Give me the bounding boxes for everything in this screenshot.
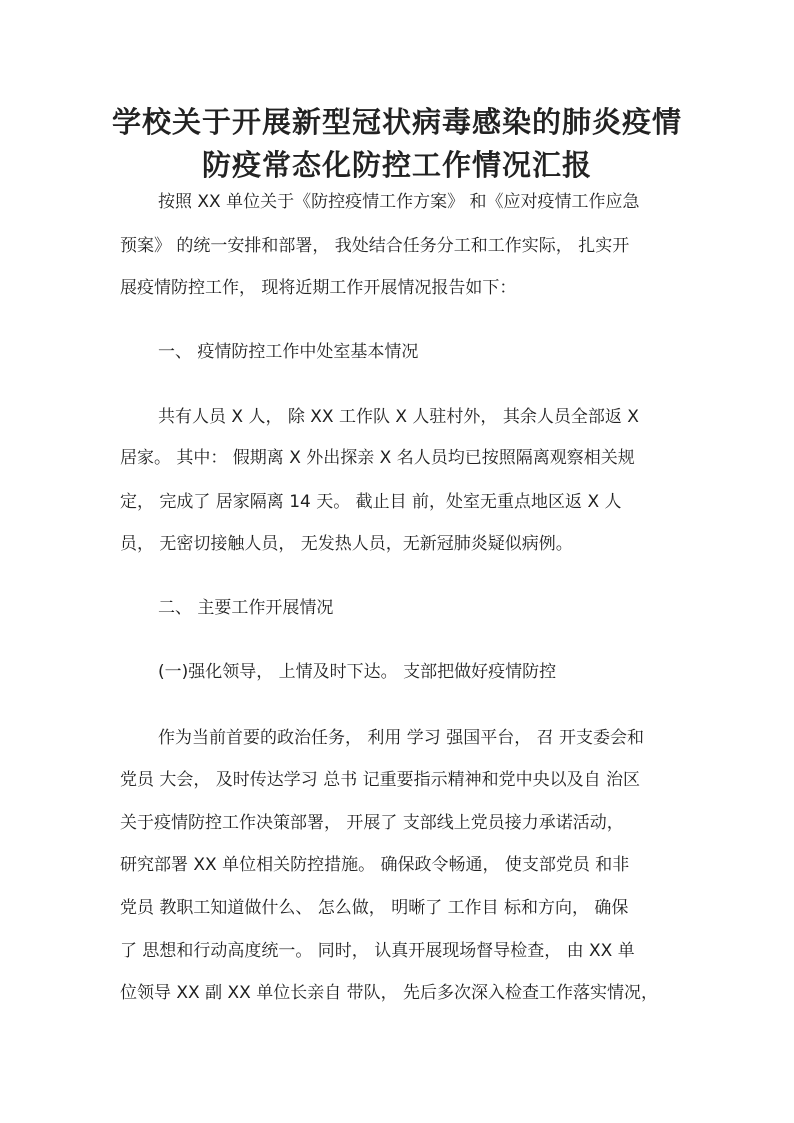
section-heading: 一、 疫情防控工作中处室基本情况 xyxy=(158,342,419,362)
subsection-heading: (一)强化领导， 上情及时下达。 支部把做好疫情防控 xyxy=(158,662,557,682)
paragraph-line: 员， 无密切接触人员， 无发热人员，无新冠肺炎疑似病例。 xyxy=(120,534,573,554)
paragraph-line: 按照 XX 单位关于《防控疫情工作方案》 和《应对疫情工作应急 xyxy=(158,192,640,212)
paragraph-line: 居家。 其中： 假期离 X 外出探亲 X 名人员均已按照隔离观察相关规 xyxy=(120,448,635,468)
paragraph-line: 展疫情防控工作， 现将近期工作开展情况报告如下： xyxy=(120,278,517,298)
paragraph-line: 作为当前首要的政治任务， 利用 学习 强国平台， 召 开支委会和 xyxy=(158,728,645,748)
paragraph-line: 了 思想和行动高度统一。 同时， 认真开展现场督导检查， 由 XX 单 xyxy=(120,941,635,961)
paragraph-line: 研究部署 XX 单位相关防控措施。 确保政令畅通， 使支部党员 和非 xyxy=(120,855,630,875)
paragraph-line: 党员 大会， 及时传达学习 总书 记重要指示精神和党中央以及自 治区 xyxy=(120,770,641,790)
paragraph-line: 位领导 XX 副 XX 单位长亲自 带队， 先后多次深入检查工作落实情况， xyxy=(120,983,659,1003)
paragraph-line: 预案》 的统一安排和部署， 我处结合任务分工和工作实际， 扎实开 xyxy=(120,236,630,256)
paragraph-line: 关于疫情防控工作决策部署， 开展了 支部线上党员接力承诺活动， xyxy=(120,813,624,833)
section-heading: 二、 主要工作开展情况 xyxy=(158,598,334,618)
paragraph-line: 党员 教职工知道做什么、 怎么做， 明晰了 工作目 标和方向， 确保 xyxy=(120,898,629,918)
document-title-line-2: 防疫常态化防控工作情况汇报 xyxy=(201,148,592,182)
paragraph-line: 共有人员 X 人， 除 XX 工作队 X 人驻村外， 其余人员全部返 X xyxy=(158,407,639,427)
paragraph-line: 定， 完成了 居家隔离 14 天。 截止目 前，处室无重点地区返 X 人 xyxy=(120,492,622,512)
document-title-line-1: 学校关于开展新型冠状病毒感染的肺炎疫情 xyxy=(111,105,682,139)
